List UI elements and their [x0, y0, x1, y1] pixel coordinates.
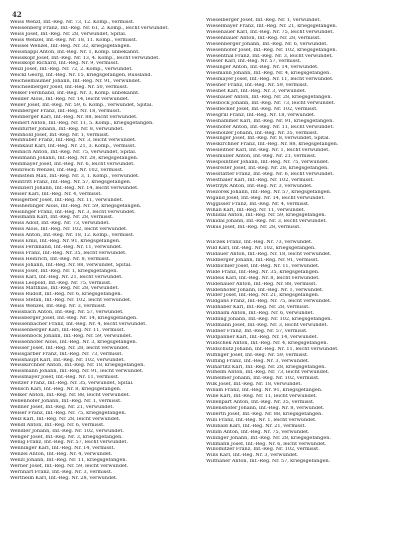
list-entry: Weisshaupt Karl, Inf.-Reg. Nr. 102, verwundet.	[10, 357, 125, 363]
list-entry: Wiesinger Josef, Inf.-Reg. Nr. 8, verwundet, Spital.	[206, 136, 331, 142]
list-entry: Wihan Karl, Inf.-Reg. Nr. 11, verwundet.	[206, 207, 306, 213]
list-entry: Wellner Josef, Inf.-Reg. Nr. 21, verwundet.	[10, 404, 114, 410]
list-entry: Weiss Wenzel, Inf.-Reg. Nr. 18, 11. Komp., vermisst.	[10, 37, 138, 43]
list-entry: Willenpart Anton, Inf.-Reg. Nr. 35, vermisst.	[206, 400, 315, 406]
list-entry: Wilfinger Josef, Inf.-Reg. Nr. 59, vermisst.	[206, 352, 309, 358]
list-entry: Wellenhofer Johann, Inf.-Reg. Nr. 1, vermisst.	[10, 399, 122, 404]
list-entry: Weichselberger Josef, Inf.-Reg. Nr. 50, vermisst.	[10, 85, 129, 91]
list-entry: Weiser Karl, Inf.-Reg. Nr. 4, vermisst.	[10, 191, 102, 197]
list-entry: Weisskirchner Anton, Inf.-Reg. Nr. 18, kriegsgefangen.	[10, 363, 145, 369]
list-entry: Wildenauer Anton, Inf.-Reg. Nr. 88, vermisst.	[206, 281, 317, 287]
list-entry: Wiesnet Karl, Inf.-Reg. Nr. 3, verwundet.	[206, 89, 307, 95]
list-entry: Wilde Franz, Inf.-Reg. Nr. 35, kriegsgefangen.	[206, 269, 320, 275]
list-entry: Weissenbacher Franz, Inf.-Reg. Nr. 4, leicht verwundet.	[10, 322, 147, 328]
list-entry: Willibald Karl, Inf.-Reg. Nr. 21, vermisst.	[206, 423, 307, 429]
list-entry: Weissenhofer Alois, Inf.-Reg. Nr. 3, kriegsgefangen.	[10, 339, 138, 345]
list-entry: Wieshammer Karl, Inf.-Reg. Nr. 91, kriegsgefangen.	[206, 118, 334, 124]
list-entry: Willinger Johann, Inf.-Reg. Nr. 28, kriegsgefangen.	[206, 435, 331, 441]
list-entry: Weizl Josef, Inf.-Reg. Nr. 72, 2. Komp., verwundet.	[10, 67, 133, 73]
list-entry: Wiesenberger Johann, Inf.-Reg. Nr. 6, verwundet.	[206, 41, 328, 47]
list-entry: Weintritt Franz, Inf.-Reg. Nr. 57, kriegsgefangen.	[10, 179, 132, 185]
list-entry: Weinkauf Karl, Inf.-Reg. Nr. 21, 3. Komp., vermisst.	[10, 144, 136, 150]
list-entry: Weiss Emil, Inf.-Reg. Nr. 91, kriegsgefangen.	[10, 239, 121, 245]
list-entry: Wildhaber Karl, Inf.-Reg. Nr. 28, vermisst.	[206, 305, 310, 311]
list-entry: Wenzl Johann, Inf.-Reg. Nr. 11, kriegsgefangen.	[10, 458, 128, 464]
list-entry: Wiggisser Franz, Inf.-Reg. Nr. 4, vermisst.	[206, 201, 310, 207]
list-entry: Weinberger Franz, Inf.-Reg. Nr. 18, vermisst.	[10, 108, 121, 114]
list-entry: Wikus Josef, Inf.-Reg. Nr. 28, vermisst.	[206, 225, 301, 231]
list-entry: Wildschütz Johann, Inf.-Reg. Nr. 11, leicht verwundet.	[206, 346, 339, 352]
list-entry: Wilhelm Anton, Inf.-Reg. Nr. 73, leicht verwundet.	[206, 370, 330, 376]
list-entry: Wiesthaler Karl, Inf.-Reg. Nr. 102, vermisst.	[206, 177, 314, 183]
list-entry: Wiesbauer Anton, Inf.-Reg. Nr. 28, kriegsgefangen.	[206, 94, 333, 100]
list-entry: Weichselbaumer Johann, Inf.-Reg. Nr. 91, verwundet.	[10, 79, 142, 85]
list-entry: Wiesstätter Franz, Inf.-Reg. Nr. 6, leicht verwundet.	[206, 171, 334, 177]
list-entry: Wiesmüller Anton, Inf.-Reg. Nr. 21, vermisst.	[206, 154, 317, 160]
list-entry: Weiss Alois, Inf.-Reg. Nr. 102, leicht verwundet.	[10, 227, 128, 233]
list-entry: Willerth Josef, Inf.-Reg. Nr. 88, kriegsgefangen.	[206, 411, 323, 417]
list-entry: Weiss Stefan, Inf.-Reg. Nr. 102, leicht verwundet.	[10, 298, 132, 304]
list-entry: Wertheim Karl, Inf.-Reg. Nr. 28, verwundet.	[10, 475, 118, 481]
list-entry: Weinert Anton, Inf.-Reg. Nr. 11, 5. Komp., kriegsgefangen.	[10, 120, 154, 126]
list-entry: Weisser Josef, Inf.-Reg. Nr. 28, leicht verwundet.	[10, 345, 130, 351]
list-entry: Weiss Adolf, Inf.-Reg. Nr. 73, verwundet.	[10, 221, 110, 227]
list-entry: Wilk Josef, Inf.-Reg. Nr. 18, verwundet.	[206, 382, 302, 388]
list-entry: Weiss Wenzl, Inf.-Reg. Nr. 73, 12. Komp., vermisst.	[10, 20, 135, 25]
list-entry: Wiesböck Johann, Inf.-Reg. Nr. 73, leicht verwundet.	[206, 100, 336, 106]
list-entry: Wiesinger Anton, Inf.-Reg. Nr. 14, verwundet.	[206, 65, 319, 71]
list-entry: Welssenberg Franz, Inf.-Reg. Nr. 61, 2. Komp., leicht verwundet.	[10, 25, 169, 31]
list-entry: Wieshofer Anton, Inf.-Reg. Nr. 11, leicht verwundet.	[206, 124, 334, 130]
list-entry: Weinhuber Franz, Inf.-Reg. Nr. 3, leicht verwundet.	[10, 138, 137, 144]
list-entry: Wiesner Franz, Inf.-Reg. Nr. 59, vermisst.	[206, 83, 309, 89]
list-entry: Weisgerber Josef, Inf.-Reg. Nr. 11, verwundet.	[10, 197, 124, 203]
list-entry: Wildhalm Anton, Inf.-Reg. Nr. 6, verwundet.	[206, 311, 315, 317]
list-entry: Wills Karl, Inf.-Reg. Nr. 3, verwundet.	[206, 453, 299, 459]
list-entry: Wilczek Franz, Inf.-Reg. Nr. 73, verwundet.	[206, 240, 313, 246]
list-entry: Weisshappl Anton, Inf.-Reg. Nr. 1, Komp. unbekannt.	[10, 49, 140, 55]
list-entry: Wille Karl, Inf.-Reg. Nr. 11, leicht verwundet.	[206, 394, 318, 400]
list-entry: Weilder Alois, Inf.-Reg. Nr. 14, leicht verwundet.	[10, 96, 130, 102]
list-entry: Wiesenbauer Anton, Inf.-Reg. Nr. 28, vermisst.	[206, 35, 321, 41]
list-entry: Wildling Johann, Inf.-Reg. Nr. 102, kriegsgefangen.	[206, 317, 332, 323]
list-entry: Weissberger Josef, Inf.-Reg. Nr. 14, kriegsgefangen.	[10, 316, 138, 322]
list-entry: Wilhelmer Johann, Inf.-Reg. Nr. 102, vermisst.	[206, 376, 320, 382]
list-entry: Weiss Johann, Inf.-Reg. Nr. 88, verwundet, Spital.	[10, 262, 132, 268]
list-entry: Willenshofer Johann, Inf.-Reg. Nr. 8, verwundet.	[206, 406, 325, 411]
list-entry: Wieskirchner Franz, Inf.-Reg. Nr. 88, kriegsgefangen.	[206, 142, 339, 148]
list-entry: Weiss Rudolf, Inf.-Reg. Nr. 6, kriegsgefangen.	[10, 292, 123, 298]
list-entry: Wiesenauer Karl, Inf.-Reg. Nr. 75, leicht verwundet.	[206, 29, 334, 35]
list-entry: Weisskopf Josef, Inf.-Reg. Nr. 13, 4. Komp., leicht verwundet.	[10, 55, 160, 61]
list-entry: Weiss Josef, Inf.-Reg. Nr. 28, verwundet, Spital.	[10, 31, 127, 37]
list-entry: Welker Anton, Inf.-Reg. Nr. 88, leicht verwundet.	[10, 393, 131, 399]
list-entry: Wildbichler Josef, Inf.-Reg. Nr. 11, verwundet.	[206, 263, 320, 269]
list-entry: Weinreich Wenzel, Inf.-Reg. Nr. 102, vermisst.	[10, 168, 124, 174]
list-entry: Wernhart Franz, Inf.-Reg. Nr. 3, vermisst.	[10, 470, 113, 476]
list-entry: Weissenberger Karl, Inf.-Reg. Nr. 11, vermisst.	[10, 327, 126, 333]
list-entry: Weiler Josef, Inf.-Reg. Nr. 59, 6. Komp., verwundet, Spital.	[10, 102, 153, 108]
left-column	[10, 20, 196, 482]
list-entry: Weinlich Anton, Inf.-Reg. Nr. 75, verwundet, Spital.	[10, 150, 137, 156]
list-entry: Weitzer Franz, Inf.-Reg. Nr. 35, verwundet, Spital.	[10, 381, 134, 387]
list-entry: Weinfurter Johann, Inf.-Reg. Nr. 8, verwundet.	[10, 126, 124, 132]
list-entry: Wiesenthal Franz, Inf.-Reg. Nr. 3, leicht verwundet.	[206, 53, 333, 59]
list-entry: Wildschek Anton, Inf.-Reg. Nr. 4, kriegsgefangen.	[206, 340, 329, 346]
list-entry: Weissmayer Josef, Inf.-Reg. Nr. 11, vermisst.	[10, 375, 120, 381]
list-entry: Wildberger Johann, Inf.-Reg. Nr. 91, vermisst.	[206, 257, 319, 263]
list-entry: Wenig Franz, Inf.-Reg. Nr. 57, leicht verwundet.	[10, 440, 128, 446]
list-entry: Wenger Josef, Inf.-Reg. Nr. 3, kriegsgefangen.	[10, 434, 123, 440]
list-entry: Welz Karl, Inf.-Reg. Nr. 28, leicht verwundet.	[10, 416, 121, 422]
list-entry: Wenzel Anton, Inf.-Reg. Nr. 4, verwundet.	[10, 452, 113, 458]
list-entry: Weissel Wenzel, Inf.-Reg. Nr. 32, kriegsgefangen.	[10, 43, 132, 49]
list-entry: Weinzierl Johann, Inf.-Reg. Nr. 14, leicht verwundet.	[10, 185, 139, 191]
list-entry: Werner Josef, Inf.-Reg. Nr. 59, leicht verwundet.	[10, 464, 129, 470]
list-entry: Wildpanner Karl, Inf.-Reg. Nr. 14, verwundet.	[206, 334, 319, 340]
list-entry: Wieselmayer Franz, Inf.-Reg. Nr. 21, kriegsgefangen.	[206, 23, 338, 29]
list-entry: Weismann Karl, Inf.-Reg. Nr. 28, vermisst.	[10, 215, 114, 221]
list-entry: Weissgärber Franz, Inf.-Reg. Nr. 73, vermisst.	[10, 351, 123, 357]
list-entry: Wildmann Josef, Inf.-Reg. Nr. 3, leicht verwundet.	[206, 323, 329, 329]
list-entry: Wilfling Franz, Inf.-Reg. Nr. 3, verwundet.	[206, 358, 310, 364]
list-entry: Weiss Heinrich, Inf.-Reg. Nr. 8, vermisst.	[10, 256, 111, 262]
section-gap	[206, 231, 392, 240]
list-entry: Welker Ferdinand, Inf.-Reg. Nr. 3, Komp. unbekannt.	[10, 91, 140, 97]
list-entry: Welser Franz, Inf.-Reg. Nr. 75, kriegsgefangen.	[10, 410, 127, 416]
list-entry: Wildeis Karl, Inf.-Reg. Nr. 8, leicht verwundet.	[206, 275, 320, 281]
list-entry: Weissenböck Johann, Inf.-Reg. Nr. 59, verwundet.	[10, 333, 133, 339]
list-entry: Weiss Matthias, Inf.-Reg. Nr. 28, verwundet.	[10, 286, 120, 292]
list-entry: Weiss Karl, Inf.-Reg. Nr. 21, leicht verwundet.	[10, 274, 123, 280]
list-entry: Weinmann Johann, Inf.-Reg. Nr. 28, kriegsgefangen.	[10, 156, 139, 162]
list-entry: Willi Franz, Inf.-Reg. Nr. 1, leicht verwundet.	[206, 417, 317, 423]
list-entry: Wigand Josef, Inf.-Reg. Nr. 14, leicht verwundet.	[206, 195, 325, 201]
list-entry: Wiesgrill Franz, Inf.-Reg. Nr. 18, verwundet.	[206, 112, 316, 118]
list-entry: Wendler Johann, Inf.-Reg. Nr. 102, verwundet.	[10, 428, 124, 434]
list-entry: Wiesmayer Josef, Inf.-Reg. Nr. 11, leicht verwundet.	[206, 77, 334, 83]
right-column-top-block	[206, 18, 392, 231]
list-entry: Wiesflecker Josef, Inf.-Reg. Nr. 102, vermisst.	[206, 106, 318, 112]
list-entry: Wildgans Franz, Inf.-Reg. Nr. 75, leicht verwundet.	[206, 299, 332, 305]
list-entry: Weinhold Josef, Inf.-Reg. Nr. 1, vermisst.	[10, 132, 110, 138]
list-entry: Wild Karl, Inf.-Reg. Nr. 102, kriegsgefangen.	[206, 246, 316, 252]
list-entry: Wietrzyk Anton, Inf.-Reg. Nr. 3, verwundet.	[206, 183, 313, 189]
list-entry: Wildner Franz, Inf.-Reg. Nr. 57, vermisst.	[206, 329, 308, 335]
list-entry: Wilder Josef, Inf.-Reg. Nr. 21, kriegsgefangen.	[206, 293, 320, 299]
list-entry: Weiss Wenzel, Inf.-Reg. Nr. 3, vermisst.	[10, 304, 107, 310]
list-entry: Wiespointner Johann, Inf.-Reg. Nr. 75, verwundet.	[206, 160, 330, 166]
list-entry: Weiss Josef, Inf.-Reg. Nr. 1, kriegsgefangen.	[10, 268, 118, 274]
list-entry: Willomitzer Franz, Inf.-Reg. Nr. 102, vermisst.	[206, 447, 320, 453]
list-entry: Wihlidal Anton, Inf.-Reg. Nr. 59, kriegsgefangen.	[206, 213, 327, 219]
page-number: 42	[12, 10, 22, 19]
list-entry: Wiesholzer Johann, Inf.-Reg. Nr. 35, vermisst.	[206, 130, 319, 136]
list-entry: Weiss Franz, Inf.-Reg. Nr. 35, leicht verwundet.	[10, 250, 127, 256]
list-entry: Wildenhofer Johann, Inf.-Reg. Nr. 1, verwundet.	[206, 287, 324, 293]
list-entry: Weiss Anton, Inf.-Reg. Nr. 18, 12. Komp., vermisst.	[10, 233, 135, 239]
list-entry: Wildauer Anton, Inf.-Reg. Nr. 18, leicht verwundet.	[206, 252, 332, 258]
list-entry: Wiesreiter Josef, Inf.-Reg. Nr. 28, kriegsgefangen.	[206, 166, 329, 172]
list-entry: Wiesmann Johann, Inf.-Reg. Nr. 4, kriegsgefangen.	[206, 71, 331, 77]
list-entry: Wiesenhofer Josef, Inf.-Reg. Nr. 102, kriegsgefangen.	[206, 47, 338, 53]
list-entry: Wiesleitner Karl, Inf.-Reg. Nr. 1, leicht verwundet.	[206, 148, 330, 154]
list-entry: Weiss Leopold, Inf.-Reg. Nr. 75, vermisst.	[10, 280, 112, 286]
list-entry: Wiezorek Johann, Inf.-Reg. Nr. 57, kriegsgefangen.	[206, 189, 332, 195]
list-entry: Wieser Karl, Inf.-Reg. Nr. 57, vermisst.	[206, 59, 302, 65]
list-entry: Wieselberger Josef, Inf.-Reg. Nr. 1, verwundet.	[206, 18, 321, 23]
right-column-bottom-block	[206, 240, 392, 465]
list-entry: Wilthaner Anton, Inf.-Reg. Nr. 57, kriegsgefangen.	[206, 459, 331, 465]
list-entry: Weisheitinger Alois, Inf.-Reg. Nr. 59, kriegsgefangen.	[10, 203, 142, 209]
list-entry: Wilhartitz Karl, Inf.-Reg. Nr. 28, kriegsgefangen.	[206, 364, 326, 370]
list-entry: Welisch Karl, Inf.-Reg. Nr. 8, kriegsgefangen.	[10, 387, 122, 393]
list-entry: Weinberger Karl, Inf.-Reg. Nr. 88, leicht verwundet.	[10, 114, 138, 120]
list-entry: Weissmann Johann, Inf.-Reg. Nr. 91, leicht verwundet.	[10, 369, 144, 375]
list-entry: Wenninger Karl, Inf.-Reg. Nr. 14, vermisst.	[10, 446, 116, 452]
list-entry: Willim Anton, Inf.-Reg. Nr. 75, verwundet.	[206, 429, 310, 435]
list-entry: Weiss Ferdinand, Inf.-Reg. Nr. 11, verwundet.	[10, 245, 123, 251]
list-entry: Weickl Georg, Inf.-Reg. Nr. 15, kriegsgefangen, Russland.	[10, 73, 153, 79]
list-entry: Willam Franz, Inf.-Reg. Nr. 91, kriegsgefangen.	[206, 388, 323, 394]
list-entry: Weislinger Franz, Inf.-Reg. Nr. 3, leicht verwundet.	[10, 209, 136, 215]
list-entry: Wendl Anton, Inf.-Reg. Nr. 6, vermisst.	[10, 422, 105, 428]
list-entry: Weinstein Max, Inf.-Reg. Nr. 3, 1. Komp., verwundet.	[10, 173, 140, 179]
list-entry: Willmann Josef, Inf.-Reg. Nr. 6, leicht verwundet.	[206, 441, 327, 447]
right-column	[206, 18, 392, 465]
list-entry: Weinmayer Josef, Inf.-Reg. Nr. 6, leicht verwundet.	[10, 162, 135, 168]
list-entry: Weisskopf Richard, Inf.-Reg. Nr. 9, vermisst.	[10, 61, 120, 67]
list-entry: Wikidal Johann, Inf.-Reg. Nr. 3, leicht verwundet.	[206, 219, 327, 225]
list-entry: Weissbach Anton, Inf.-Reg. Nr. 57, verwundet.	[10, 310, 124, 316]
